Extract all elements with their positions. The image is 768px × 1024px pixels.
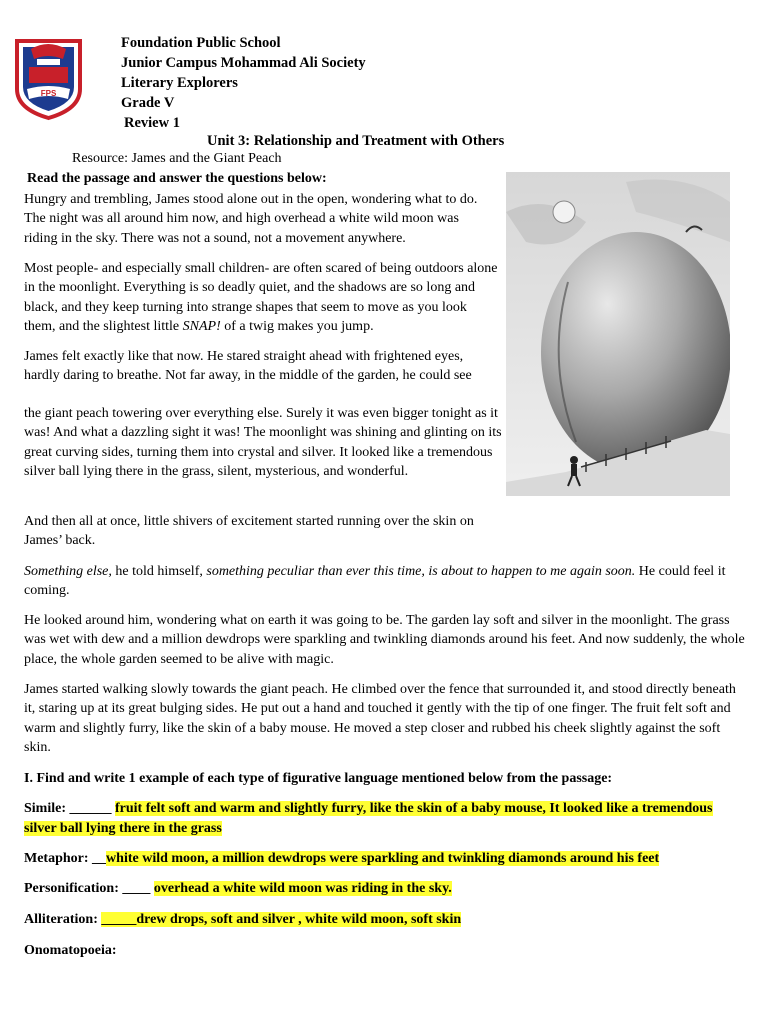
logo-monogram: FPS bbox=[40, 89, 57, 98]
questions-heading: I. Find and write 1 example of each type of figurative language mentioned below from the passage: bbox=[24, 771, 613, 786]
p5-italic-1: Something else, bbox=[24, 564, 112, 579]
grade-label: Grade V bbox=[121, 95, 175, 111]
passage-paragraph-7: James started walking slowly towards the giant peach. He climbed over the fence that surrounded it, and stood directly beneath it, staring up at its great bulging sides. He put out a hand and touched it gently with the tip of one finger. The fruit felt soft and warm and slightly furry, like the skin of a baby mouse. He moved a step closer and rubbed his cheek slightly against the soft skin. bbox=[24, 682, 736, 756]
campus-name: Junior Campus Mohammad Ali Society bbox=[121, 55, 366, 71]
passage-paragraph-4: And then all at once, little shivers of excitement started running over the skin on James’ back. bbox=[24, 514, 474, 549]
metaphor-label: Metaphor: __ bbox=[24, 851, 107, 866]
passage-paragraph-2 bbox=[24, 259, 500, 337]
passage-paragraph-1: Hungry and trembling, James stood alone out in the open, wondering what to do. The night was all around him now, and high overhead a white wild moon was riding in the sky. There was not a sound, not a movement anywhere. bbox=[24, 192, 478, 246]
passage-paragraph-6: He looked around him, wondering what on earth it was going to be. The garden lay soft and silver in the moonlight. The grass was wet with dew and a million dewdrops were sparkling and twinkling diamonds around his feet. And now suddenly, the whole place, the whole garden seemed to be alive with magic. bbox=[24, 613, 745, 667]
onomatopoeia-row bbox=[24, 941, 754, 961]
passage-paragraph-3: James felt exactly like that now. He stared straight ahead with frightened eyes, hardly daring to breathe. Not far away, in the middle of the garden, he could see bbox=[24, 349, 472, 384]
alliteration-answer: _____drew drops, soft and silver , white wild moon, soft skin bbox=[101, 912, 462, 927]
snap-word: SNAP! bbox=[182, 319, 221, 335]
metaphor-answer: white wild moon, a million dewdrops were sparkling and twinkling diamonds around his feet bbox=[106, 851, 660, 866]
simile-row bbox=[24, 799, 714, 838]
review-label: Review 1 bbox=[124, 115, 180, 131]
alliteration-row bbox=[24, 910, 754, 930]
instruction: Read the passage and answer the questions below: bbox=[27, 171, 327, 186]
personification-answer: overhead a white wild moon was riding in the sky. bbox=[153, 881, 452, 896]
resource-label: Resource: James and the Giant Peach bbox=[72, 151, 282, 166]
p2-text-a: Most people- and especially small children- are often scared of being outdoors alone in the moonlight. Everything is so deadly quiet, and the shadows are so long and black, and they keep turning into strange shapes that seem to move as you look them, and the slightest little bbox=[24, 261, 498, 335]
passage-paragraph-3-cont: the giant peach towering over everything else. Surely it was even bigger tonight as it was! And what a dazzling sight it was! The moonlight was shining and glinting on its great curving sides, turning them into crystal and silver. It looked like a tremendous silver ball lying there in the grass, silent, mysterious, and wonderful. bbox=[24, 406, 502, 480]
subject-title: Literary Explorers bbox=[121, 75, 238, 91]
unit-title: Unit 3: Relationship and Treatment with Others bbox=[207, 133, 505, 149]
giant-peach-illustration bbox=[506, 172, 730, 496]
simile-label: Simile: ______ bbox=[24, 801, 115, 816]
alliteration-label: Alliteration: bbox=[24, 912, 102, 927]
personification-label: Personification: ____ bbox=[24, 881, 154, 896]
p2-text-b: of a twig makes you jump. bbox=[220, 319, 374, 335]
metaphor-row bbox=[24, 849, 754, 869]
school-name: Foundation Public School bbox=[121, 35, 281, 51]
p5-italic-2: something peculiar than ever this time, is about to happen to me again soon. bbox=[206, 564, 636, 579]
school-logo bbox=[13, 37, 84, 121]
simile-answer: fruit felt soft and warm and slightly furry, like the skin of a baby mouse, It looked like a tremendous silver ball lying there in the grass bbox=[24, 801, 713, 836]
personification-row bbox=[24, 879, 754, 899]
passage-paragraph-5 bbox=[24, 562, 744, 601]
p5-end: He could feel it coming. bbox=[24, 564, 726, 599]
p5-mid: he told himself, bbox=[111, 564, 207, 579]
onomatopoeia-label: Onomatopoeia: bbox=[24, 943, 117, 958]
